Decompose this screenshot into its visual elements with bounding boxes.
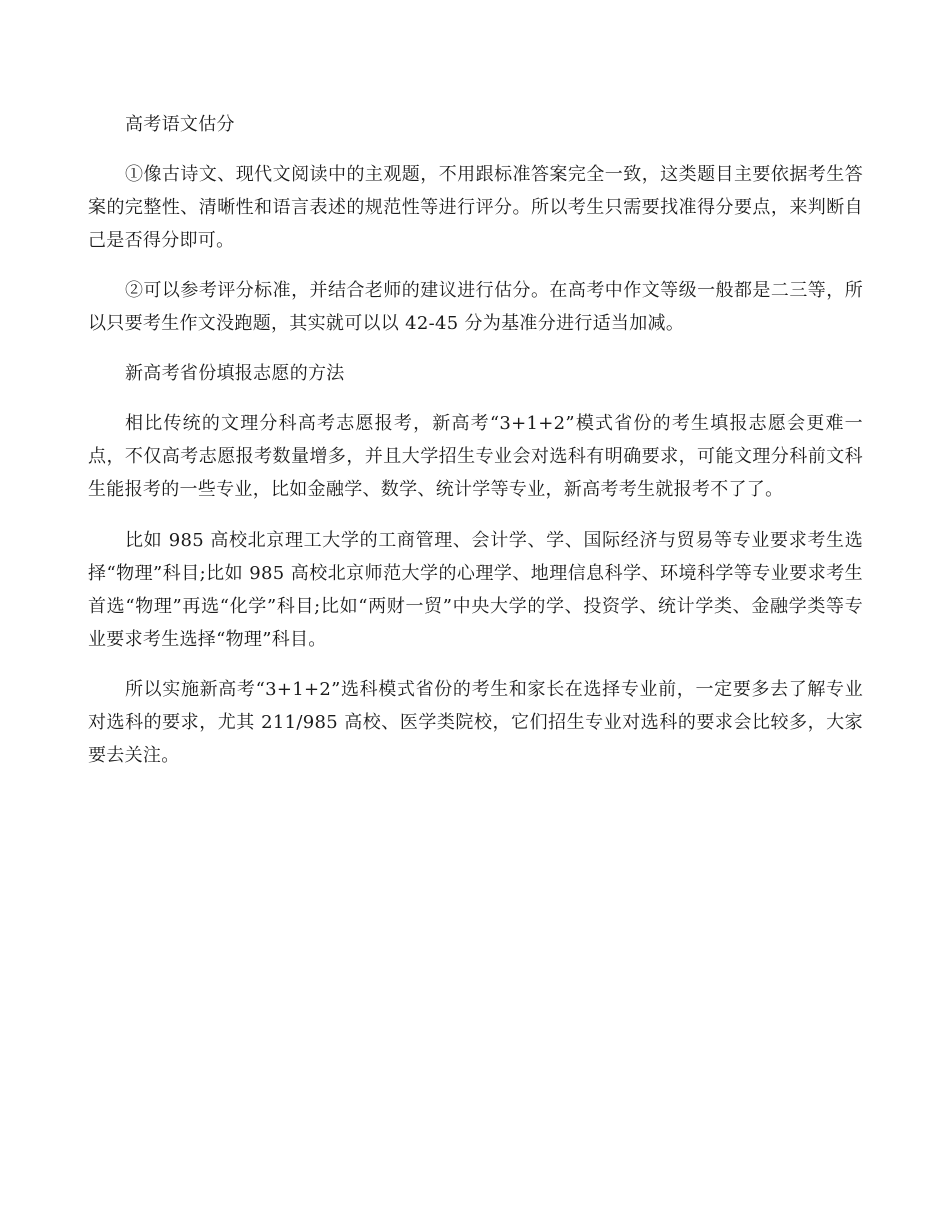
paragraph-university-examples: 比如 985 高校北京理工大学的工商管理、会计学、学、国际经济与贸易等专业要求考生选择“物理”科目;比如 985 高校北京师范大学的心理学、地理信息科学、环境科学等专业要求考生首选“物理”再选“化学”科目;比如“两财一贸”中央大学的学、投资学、统计学类、金融学类等专业要求考生选择“物理”科目。 [88, 530, 863, 650]
paragraph-advice-for-parents: 所以实施新高考“3+1+2”选科模式省份的考生和家长在选择专业前，一定要多去了解专业对选科的要求，尤其 211/985 高校、医学类院校，它们招生专业对选科的要求会比较多，大家要去关注。 [88, 679, 863, 766]
document-body [88, 108, 863, 772]
paragraph-new-gaokao-comparison: 相比传统的文理分科高考志愿报考，新高考“3+1+2”模式省份的考生填报志愿会更难一点，不仅高考志愿报考数量增多，并且大学招生专业会对选科有明确要求，可能文理分科前文科生能报考的一些专业，比如金融学、数学、统计学等专业，新高考考生就报考不了了。 [88, 413, 863, 500]
paragraph-subjective-questions: ①像古诗文、现代文阅读中的主观题，不用跟标准答案完全一致，这类题目主要依据考生答案的完整性、清晰性和语言表述的规范性等进行评分。所以考生只需要找准得分要点，来判断自己是否得分即可。 [88, 164, 863, 251]
paragraph-essay-scoring: ②可以参考评分标准，并结合老师的建议进行估分。在高考中作文等级一般都是二三等，所以只要考生作文没跑题，其实就可以以 42-45 分为基准分进行适当加减。 [88, 280, 863, 334]
section-heading-application-method: 新高考省份填报志愿的方法 [125, 363, 345, 384]
section-heading-chinese-score-estimate: 高考语文估分 [125, 114, 235, 135]
